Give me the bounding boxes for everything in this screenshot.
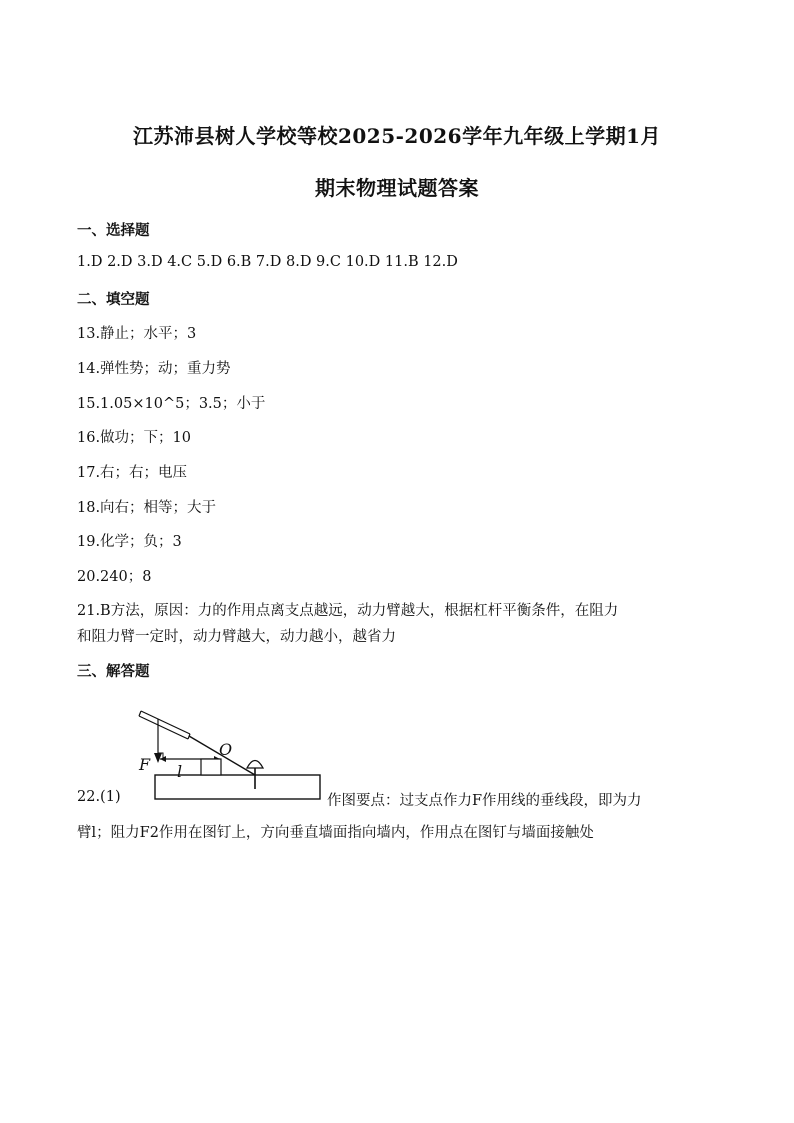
section-heading-choice: 一、选择题: [77, 222, 150, 239]
document-title-line1: 江苏沛县树人学校等校2025-2026学年九年级上学期1月: [132, 124, 662, 148]
force-label-f: F: [139, 755, 151, 774]
section-heading-solve: 三、解答题: [77, 663, 150, 680]
support-block: [201, 759, 221, 775]
fill-answer-17: 17.右；右；电压: [77, 465, 188, 481]
q22-label: 22.(1): [77, 789, 121, 805]
lever-handle-upper: [141, 711, 190, 734]
fill-answer-15: 15.1.05×10^5；3.5；小于: [77, 396, 266, 412]
fill-answer-14: 14.弹性势；动；重力势: [77, 361, 231, 377]
pin-head: [247, 761, 263, 769]
fill-answer-16: 16.做功；下；10: [77, 430, 192, 446]
q22-explanation-line2: 臂l；阻力F2作用在图钉上，方向垂直墙面指向墙内，作用点在图钉与墙面接触处: [77, 825, 594, 841]
lever-diagram: [135, 703, 325, 803]
pivot-label-o: O: [219, 740, 233, 759]
document-title-line2: 期末物理试题答案: [315, 176, 479, 200]
fill-answer-20: 20.240；8: [77, 569, 152, 585]
fill-answer-19: 19.化学；负；3: [77, 534, 182, 550]
section-heading-fill: 二、填空题: [77, 291, 150, 308]
lever-handle-lower: [139, 716, 188, 739]
arm-label-l: l: [177, 762, 183, 781]
fill-answer-21-line2: 和阻力臂一定时，动力臂越大，动力越小，越省力: [77, 629, 396, 645]
fill-answer-13: 13.静止；水平；3: [77, 326, 197, 342]
force-arrow-head: [154, 753, 162, 763]
q22-explanation-line1: 作图要点：过支点作力F作用线的垂线段，即为力: [327, 793, 642, 809]
lever-handle-end: [139, 711, 141, 716]
fill-answer-18: 18.向右；相等；大于: [77, 500, 217, 516]
choice-answers: 1.D 2.D 3.D 4.C 5.D 6.B 7.D 8.D 9.C 10.D 11.B 12.D: [77, 254, 458, 270]
fill-answer-21-line1: 21.B方法，原因：力的作用点离支点越远，动力臂越大，根据杠杆平衡条件，在阻力: [77, 603, 619, 619]
